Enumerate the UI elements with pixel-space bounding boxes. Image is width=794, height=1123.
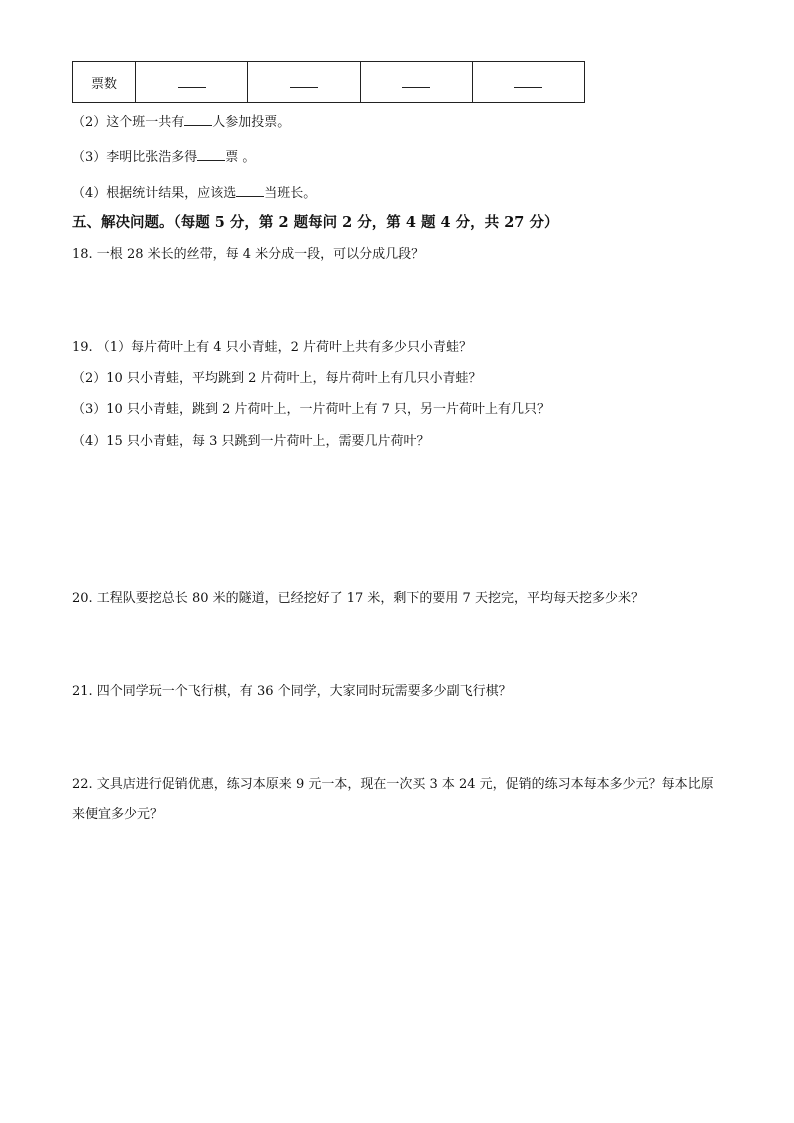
question-19-3: （3）10 只小青蛙，跳到 2 片荷叶上，一片荷叶上有 7 只，另一片荷叶上有几只？ [72,402,551,417]
vote-blank-cell-1[interactable] [136,62,248,103]
question-19-1: 19. （1）每片荷叶上有 4 只小青蛙，2 片荷叶上共有多少只小青蛙？ [72,340,473,355]
question-text: 当班长。 [264,186,317,201]
question-20: 20. 工程队要挖总长 80 米的隧道，已经挖好了 17 米，剩下的要用 7 天挖完，平均每天挖多少米？ [72,591,644,606]
question-text: （4）根据统计结果，应该选 [72,186,237,201]
vote-count-table [72,61,585,103]
vote-blank-cell-2[interactable] [248,62,360,103]
question-text: 人参加投票。 [212,115,291,130]
question-17-3 [72,147,255,167]
question-text: （3）李明比张浩多得 [72,150,198,165]
question-17-2 [72,112,290,132]
answer-blank[interactable] [514,77,542,88]
row-label-votes: 票数 [73,62,136,103]
question-19-4: （4）15 只小青蛙，每 3 只跳到一片荷叶上，需要几片荷叶？ [72,434,430,449]
table-row [73,62,585,103]
question-17-4 [72,183,316,203]
section-5-heading: 五、解决问题。（每题 5 分，第 2 题每问 2 分，第 4 题 4 分，共 27 分） [72,214,559,231]
question-22: 22. 文具店进行促销优惠，练习本原来 9 元一本，现在一次买 3 本 24 元，促销的练习本每本多少元？每本比原来便宜多少元？ [72,777,714,822]
question-19-2: （2）10 只小青蛙，平均跳到 2 片荷叶上，每片荷叶上有几只小青蛙？ [72,371,482,386]
answer-blank[interactable] [178,77,206,88]
question-21: 21. 四个同学玩一个飞行棋，有 36 个同学，大家同时玩需要多少副飞行棋？ [72,684,512,699]
vote-blank-cell-3[interactable] [360,62,472,103]
question-text: （2）这个班一共有 [72,115,185,130]
question-text: 票 。 [225,150,256,165]
answer-blank[interactable] [290,77,318,88]
answer-blank[interactable] [402,77,430,88]
question-18: 18. 一根 28 米长的丝带，每 4 米分成一段，可以分成几段？ [72,247,425,262]
answer-blank[interactable] [184,112,212,126]
vote-blank-cell-4[interactable] [472,62,584,103]
answer-blank[interactable] [236,183,264,197]
answer-blank[interactable] [197,147,225,161]
